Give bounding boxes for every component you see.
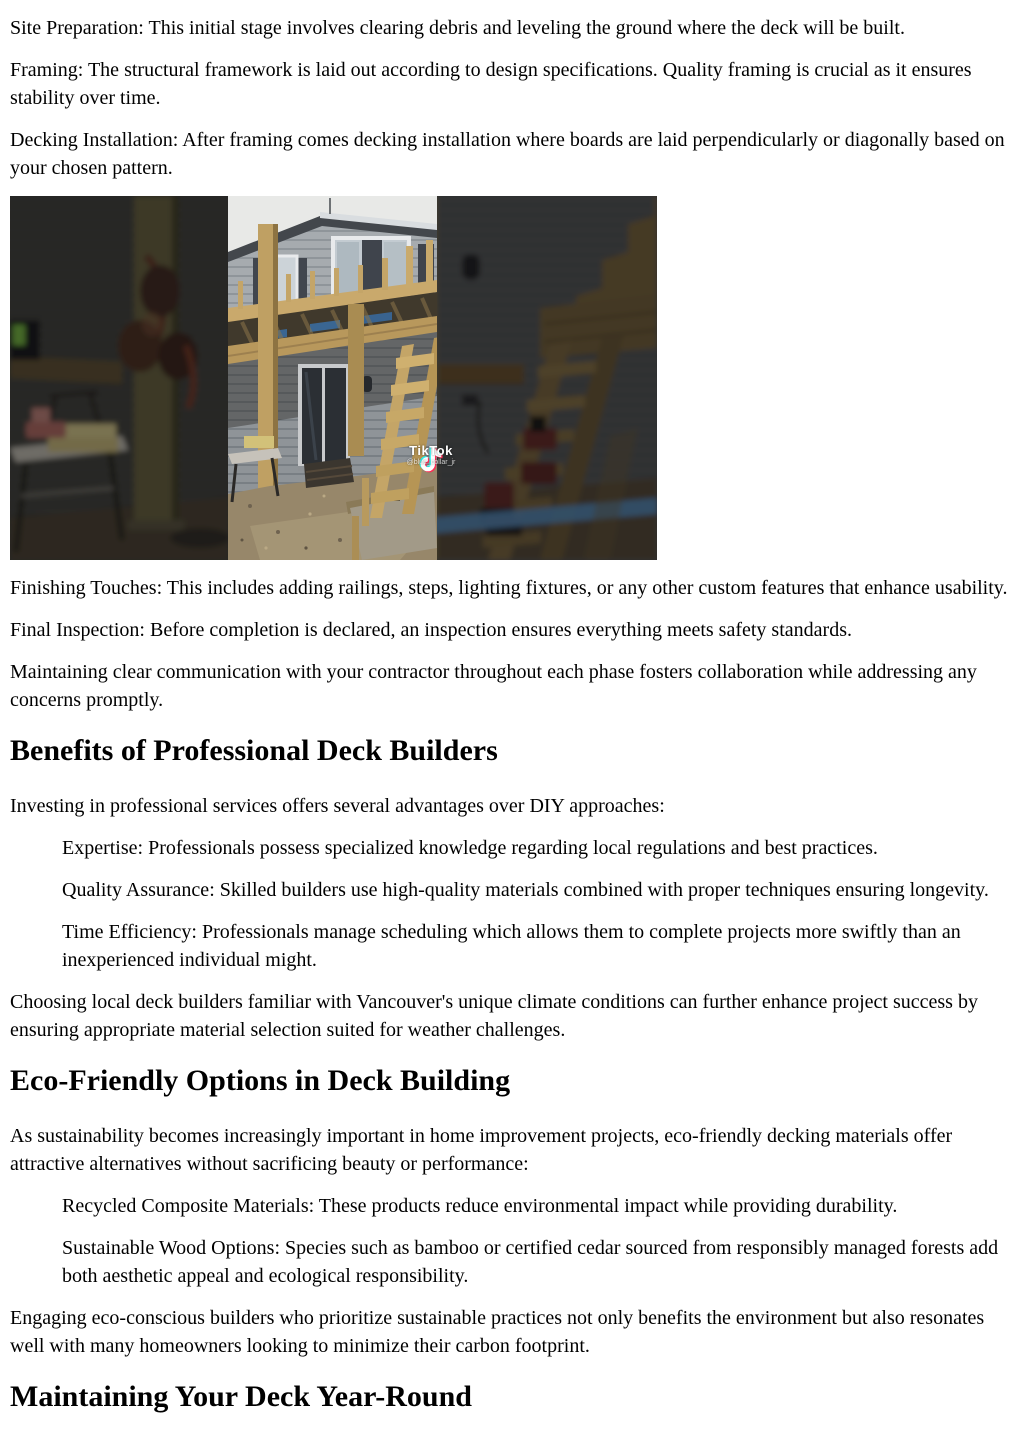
paragraph-final-inspection: Final Inspection: Before completion is declared, an inspection ensures everything meets safety standards. xyxy=(10,619,852,641)
article xyxy=(10,14,1014,1414)
blurred-right-panel xyxy=(423,196,657,560)
heading-benefits: Benefits of Professional Deck Builders xyxy=(10,734,498,767)
blurred-left-panel xyxy=(10,196,232,560)
tiktok-watermark-brand: TikTok xyxy=(409,443,453,458)
list-item-sustainable-wood: Sustainable Wood Options: Species such as bamboo or certified cedar sourced from responsibly managed forests add both aesthetic appeal and ecological responsibility. xyxy=(62,1237,999,1287)
paragraph-communication: Maintaining clear communication with your contractor throughout each phase fosters collaboration while addressing any concerns promptly. xyxy=(10,661,977,711)
video-center-strip xyxy=(228,196,446,560)
paragraph-finishing-touches: Finishing Touches: This includes adding railings, steps, lighting fixtures, or any other custom features that enhance usability. xyxy=(10,577,1008,599)
paragraph-site-preparation: Site Preparation: This initial stage involves clearing debris and leveling the ground where the deck will be built. xyxy=(10,17,905,39)
list-item-time-efficiency: Time Efficiency: Professionals manage scheduling which allows them to complete projects more swiftly than an inexperienced individual might. xyxy=(62,921,961,971)
paragraph-engaging-eco: Engaging eco-conscious builders who prioritize sustainable practices not only benefits the environment but also resonates well with many homeowners looking to minimize their carbon footprint. xyxy=(10,1307,985,1357)
paragraph-framing: Framing: The structural framework is laid out according to design specifications. Quality framing is crucial as it ensures stability over time. xyxy=(10,59,972,109)
list-item-expertise: Expertise: Professionals possess specialized knowledge regarding local regulations and best practices. xyxy=(62,837,878,859)
list-item-quality-assurance: Quality Assurance: Skilled builders use high-quality materials combined with proper techniques ensuring longevity. xyxy=(62,879,989,901)
paragraph-decking-installation: Decking Installation: After framing comes decking installation where boards are laid perpendicularly or diagonally based on your chosen pattern. xyxy=(10,129,1005,179)
paragraph-sustainability: As sustainability becomes increasingly important in home improvement projects, eco-friendly decking materials offer attractive alternatives without sacrificing beauty or performance: xyxy=(10,1125,953,1175)
deck-construction-video-still xyxy=(10,196,657,560)
paragraph-choosing-local: Choosing local deck builders familiar with Vancouver's unique climate conditions can further enhance project success by ensuring appropriate material selection suited for weather challenges. xyxy=(10,991,978,1041)
list-item-recycled-composite: Recycled Composite Materials: These products reduce environmental impact while providing durability. xyxy=(62,1195,898,1217)
heading-eco-friendly: Eco-Friendly Options in Deck Building xyxy=(10,1064,511,1097)
deck-construction-video-thumbnail[interactable] xyxy=(10,196,657,560)
heading-maintaining: Maintaining Your Deck Year-Round xyxy=(10,1380,472,1413)
paragraph-investing: Investing in professional services offers several advantages over DIY approaches: xyxy=(10,795,665,817)
tiktok-watermark-username: @blue_collar_jr xyxy=(406,459,456,466)
